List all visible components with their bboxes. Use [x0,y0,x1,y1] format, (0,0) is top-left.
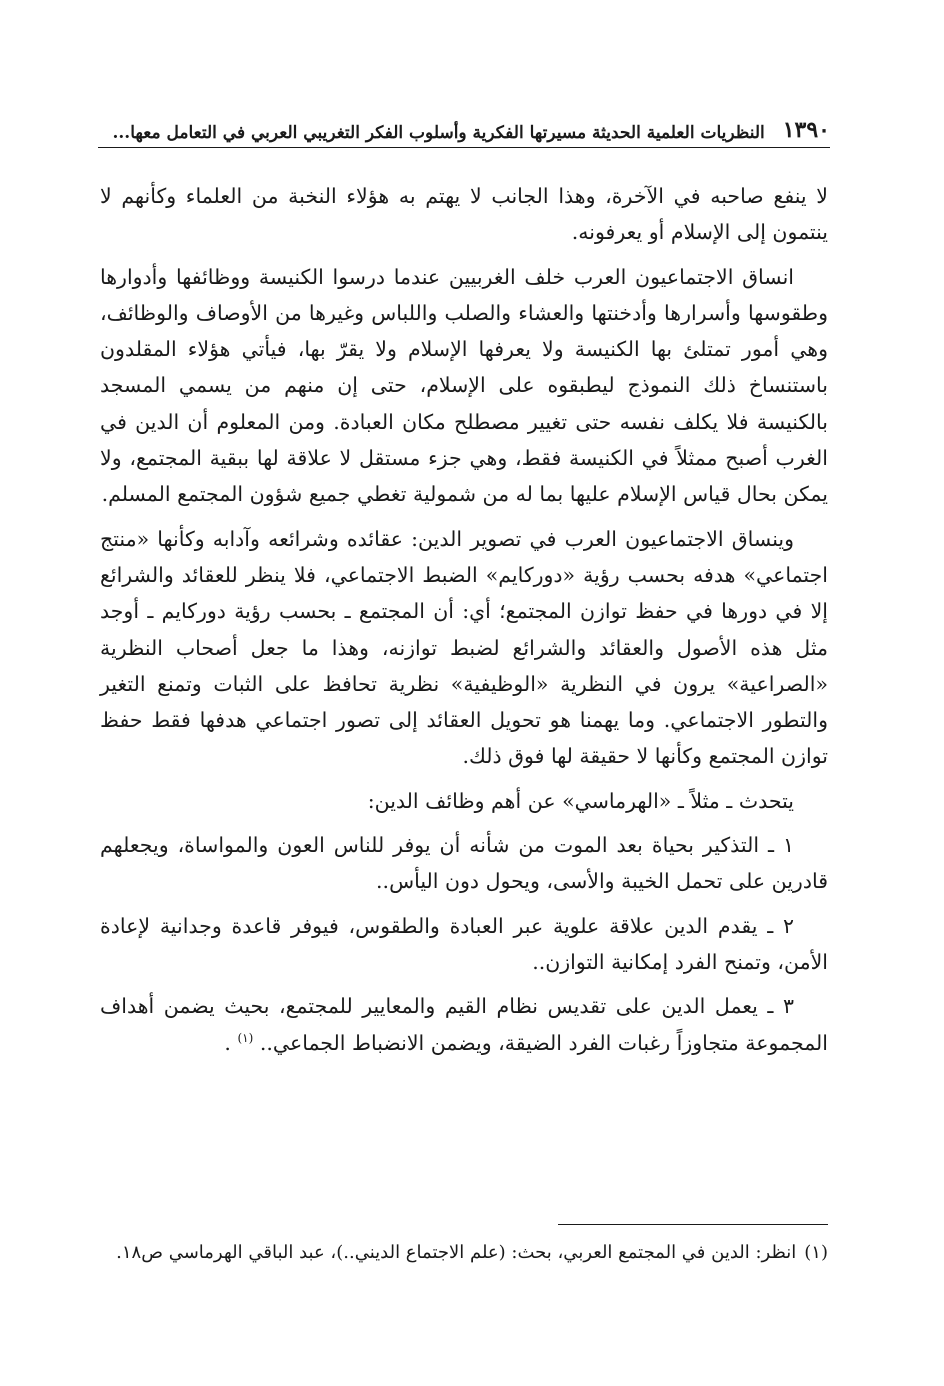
paragraph-4: يتحدث ـ مثلاً ـ «الهرماسي» عن أهم وظائف الدين: [367,788,794,813]
list-item-3-text: ٣ ـ يعمل الدين على تقديس نظام القيم والمعايير للمجتمع، بحيث يضمن أهداف المجموعة متجاوزاً رغبات الفرد الضيقة، ويضمن الانضباط الجماعي.. [100,994,828,1055]
list-item-1: ١ ـ التذكير بحياة بعد الموت من شأنه أن يوفر للناس العون والمواساة، ويجعلهم قادرين على تحمل الخيبة والأسى، ويحول دون اليأس.. [100,833,828,894]
list-item-2: ٢ ـ يقدم الدين علاقة علوية عبر العبادة والطقوس، فيوفر قاعدة وجدانية لإعادة الأمن، وتمنح الفرد إمكانية التوازن.. [100,913,828,974]
footnote [100,1236,828,1269]
paragraph-2: انساق الاجتماعيون العرب خلف الغربيين عندما درسوا الكنيسة ووظائفها وأدوارها وطقوسها وأسرارها وأدخنتها والعشاء والصلب واللباس وغيرها من الأوصاف والوظائف، وهي أمور تمتلئ بها الكنيسة ولا يعرفها الإسلام ولا يقرّ بها، فيأتي هؤلاء المقلدون باستنساخ ذلك النموذج ليطبقوه على الإسلام، حتى إن منهم من يسمي المسجد بالكنيسة فلا يكلف نفسه حتى تغيير مصطلح مكان العبادة. ومن المعلوم أن الدين في الغرب أصبح ممثلاً في الكنيسة فقط، وهي جزء مستقل لا علاقة لها ببقية المجتمع، ولا يمكن بحال قياس الإسلام عليها بما له من شمولية تغطي جميع شؤون المجتمع المسلم. [100,264,828,507]
footnote-text: انظر: الدين في المجتمع العربي، بحث: (علم الاجتماع الديني..)، عبد الباقي الهرماسي ص١٨. [116,1242,797,1263]
footnote-reference: (١) [237,1030,254,1045]
list-item-3-end: . [224,1030,231,1055]
paragraph-1: لا ينفع صاحبه في الآخرة، وهذا الجانب لا يهتم به هؤلاء النخبة من العلماء وكأنهم لا ينتمون إلى الإسلام أو يعرفونه. [100,184,828,245]
footnote-number: (١) [804,1242,828,1263]
page-number: ١٣٩٠ [782,117,830,143]
running-title: النظريات العلمية الحديثة مسيرتها الفكرية وأسلوب الفكر التغريبي العربي في التعامل معها... [112,123,765,143]
body-text [100,178,828,1069]
running-head [98,112,830,148]
list-item-3 [100,988,828,1061]
paragraph-3: وينساق الاجتماعيون العرب في تصوير الدين: عقائده وشرائعه وآدابه وكأنها «منتج اجتماعي» هدفه بحسب رؤية «دوركايم» الضبط الاجتماعي، فلا ينظر للعقائد والشرائع إلا في دورها في حفظ توازن المجتمع؛ أي: أن المجتمع ـ بحسب رؤية دوركايم ـ أوجد مثل هذه الأصول والعقائد والشرائع لضبط توازنه، وهذا ما جعل أصحاب النظرية «الصراعية» يرون في النظرية «الوظيفية» نظرية تحافظ على الثبات وتمنع التغير والتطور الاجتماعي. وما يهمنا هو تحويل العقائد إلى تصور اجتماعي هدفها فقط حفظ توازن المجتمع وكأنها لا حقيقة لها فوق ذلك. [100,526,828,769]
footnote-divider [558,1224,828,1225]
